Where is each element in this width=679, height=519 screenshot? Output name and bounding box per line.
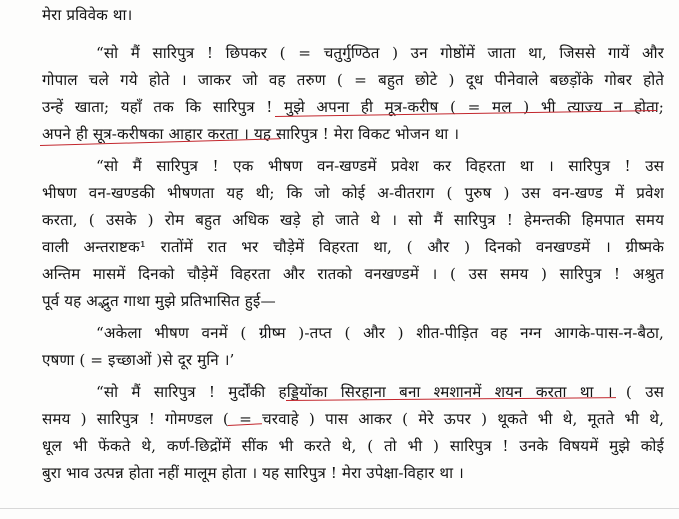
- text-line-5: अपने ही सूत्र-करीषका आहार करता । यह सारिपुत्र ! मेरा विकट भोजन था ।: [42, 125, 460, 143]
- text-line-17: बुरा भाव उत्पन्न होता नहीं मालूम होता । यह सारिपुत्र ! मेरा उपेक्षा-विहार था ।: [42, 464, 464, 482]
- text-line-8: करता, ( उसके ) रोम बहुत अधिक खड़े हो जाते थे । सो मैं सारिपुत्र ! हेमन्तकी हिमपात समय: [42, 211, 664, 229]
- text-line-2: “सो मैं सारिपुत्र ! छिपकर ( = चतुर्गुण्ठित ) उन गोष्ठोंमें जाता था, जिससे गायें और: [96, 44, 664, 62]
- text-line-3: गोपाल चले गये होते । जाकर जो वह तरुण ( = बहुत छोटे ) दूध पीनेवाले बछड़ोंके गोबर होते: [42, 71, 664, 89]
- text-line-14: “सो मैं सारिपुत्र ! मुर्दोंकी हड्डियोंका सिरहाना बना श्मशानमें शयन करता था । ( उस: [96, 383, 664, 401]
- text-line-7: भीषण वन-खण्डकी भीषणता यह थी; कि जो कोई अ-वीतराग ( पुरुष ) उस वन-खण्ड में प्रवेश: [42, 184, 664, 202]
- text-line-12: “अकेला भीषण वनमें ( ग्रीष्म )-तप्त ( और ) शीत-पीड़ित वह नग्न आगके-पास-न-बैठा,: [96, 324, 664, 342]
- text-line-9: वाली अन्तराष्टक¹ रातोंमें रात भर चौड़ेमें विहरता था, ( और ) दिनको वनखण्डमें । ग्रीष्मके: [42, 238, 664, 256]
- page-edge-line: [0, 508, 679, 509]
- text-line-15: समय ) सारिपुत्र ! गोमण्डल ( = चरवाहे ) पास आकर ( मेरे ऊपर ) थूकते भी थे, मूतते भी थे,: [42, 410, 664, 428]
- text-line-1: मेरा प्रविवेक था।: [42, 6, 133, 24]
- text-line-4: उन्हें खाता; यहाँ तक कि सारिपुत्र ! मुझे अपना ही मूत्र-करीष ( = मल ) भी त्याज्य न होता;: [42, 98, 664, 116]
- text-line-11: पूर्व यह अद्भुत गाथा मुझे प्रतिभासित हुई—: [42, 292, 276, 310]
- text-line-13: एषणा ( = इच्छाओं )से दूर मुनि ।’: [42, 351, 235, 369]
- text-line-16: धूल भी फेंकते थे, कर्ण-छिद्रोंमें सींक भी करते थे, ( तो भी ) सारिपुत्र ! उनके विषयमें मुझे कोई: [42, 437, 664, 455]
- text-line-6: “सो मैं सारिपुत्र ! एक भीषण वन-खण्डमें प्रवेश कर विहरता था । सारिपुत्र ! उस: [96, 157, 664, 175]
- text-line-10: अन्तिम मासमें दिनको चौड़ेमें विहरता और रातको वनखण्डमें । ( उस समय ) सारिपुत्र ! अश्रुत: [42, 265, 664, 283]
